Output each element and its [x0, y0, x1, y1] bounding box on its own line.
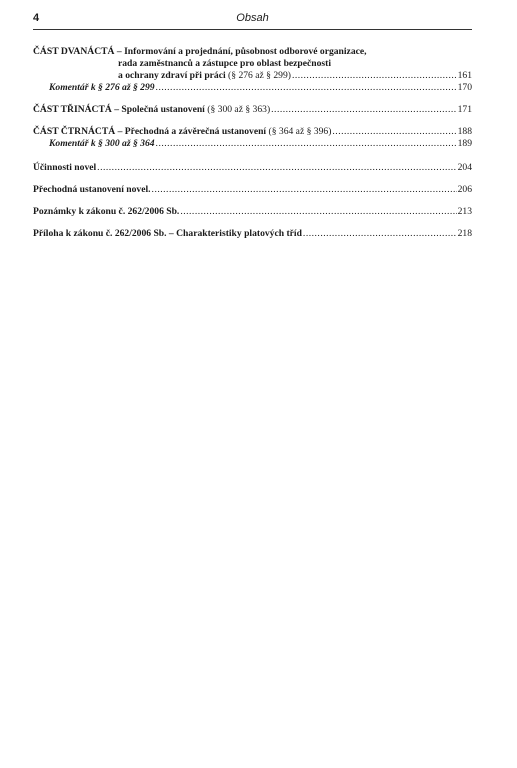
- part12-sep: –: [114, 46, 125, 57]
- part13-page: 171: [457, 104, 472, 115]
- toc-entry-part13[interactable]: [33, 104, 472, 116]
- leader-dots: [156, 82, 457, 94]
- toc-entry-part12-line2: rada zaměstnanců a zástupce pro oblast bezpečnosti: [118, 58, 332, 69]
- header-rule: [33, 29, 472, 30]
- toc-entry-ucinnosti[interactable]: [33, 162, 472, 174]
- leader-dots: [332, 126, 456, 138]
- part13-name: Společná ustanovení: [121, 104, 205, 115]
- poznamky-page: 213: [457, 206, 472, 217]
- part14-sep: –: [115, 126, 125, 137]
- priloha-page: 218: [457, 228, 472, 239]
- priloha-label: Příloha k zákonu č. 262/2006 Sb. – Charakteristiky platových tříd: [33, 228, 302, 239]
- leader-dots: [292, 70, 457, 82]
- part12-title: ČÁST DVANÁCTÁ: [33, 46, 115, 57]
- ucinnosti-page: 204: [457, 162, 472, 173]
- part14-range: (§ 364 až § 396): [266, 126, 332, 137]
- prechodna-page: 206: [457, 184, 472, 195]
- ucinnosti-label: Účinnosti novel: [33, 162, 97, 173]
- part12-line3: a ochrany zdraví při práci: [118, 70, 226, 81]
- leader-dots: [152, 184, 457, 196]
- comment14-label: Komentář k § 300 až § 364: [49, 138, 155, 149]
- leader-dots: [156, 138, 457, 150]
- page-header: [33, 12, 472, 30]
- part13-range: (§ 300 až § 363): [204, 104, 271, 115]
- part14-title: ČÁST ČTRNÁCTÁ: [33, 126, 116, 137]
- comment14-page: 189: [457, 138, 472, 149]
- part12-range: (§ 276 až § 299): [225, 70, 291, 81]
- part13-title: ČÁST TŘINÁCTÁ: [33, 104, 112, 115]
- table-of-contents: [33, 46, 472, 240]
- part14-page: 188: [457, 126, 472, 137]
- toc-entry-part12-line3: [33, 70, 472, 82]
- leader-dots: [180, 206, 456, 218]
- poznamky-label: Poznámky k zákonu č. 262/2006 Sb.: [33, 206, 180, 217]
- running-title: Obsah: [236, 12, 269, 24]
- leader-dots: [303, 228, 457, 240]
- toc-entry-priloha[interactable]: [33, 228, 472, 240]
- page-number: 4: [33, 12, 40, 24]
- toc-entry-prechodna[interactable]: [33, 184, 472, 196]
- toc-entry-part14[interactable]: [33, 126, 472, 138]
- leader-dots: [271, 104, 456, 116]
- part13-sep: –: [111, 104, 122, 115]
- leader-dots: [97, 162, 456, 174]
- comment12-label: Komentář k § 276 až § 299: [49, 82, 155, 93]
- toc-entry-part12[interactable]: [33, 46, 472, 82]
- part12-page: 161: [457, 70, 472, 81]
- prechodna-label: Přechodná ustanovení novel.: [33, 184, 151, 195]
- comment12-page: 170: [457, 82, 472, 93]
- toc-entry-part12-line1: [33, 46, 472, 58]
- toc-entry-comment14[interactable]: [33, 138, 472, 150]
- part14-name: Přechodná a závěrečná ustanovení: [124, 126, 267, 137]
- toc-entry-poznamky[interactable]: [33, 206, 472, 218]
- toc-entry-comment12[interactable]: [33, 82, 472, 94]
- part12-line1: Informování a projednání, působnost odborové organizace,: [124, 46, 367, 57]
